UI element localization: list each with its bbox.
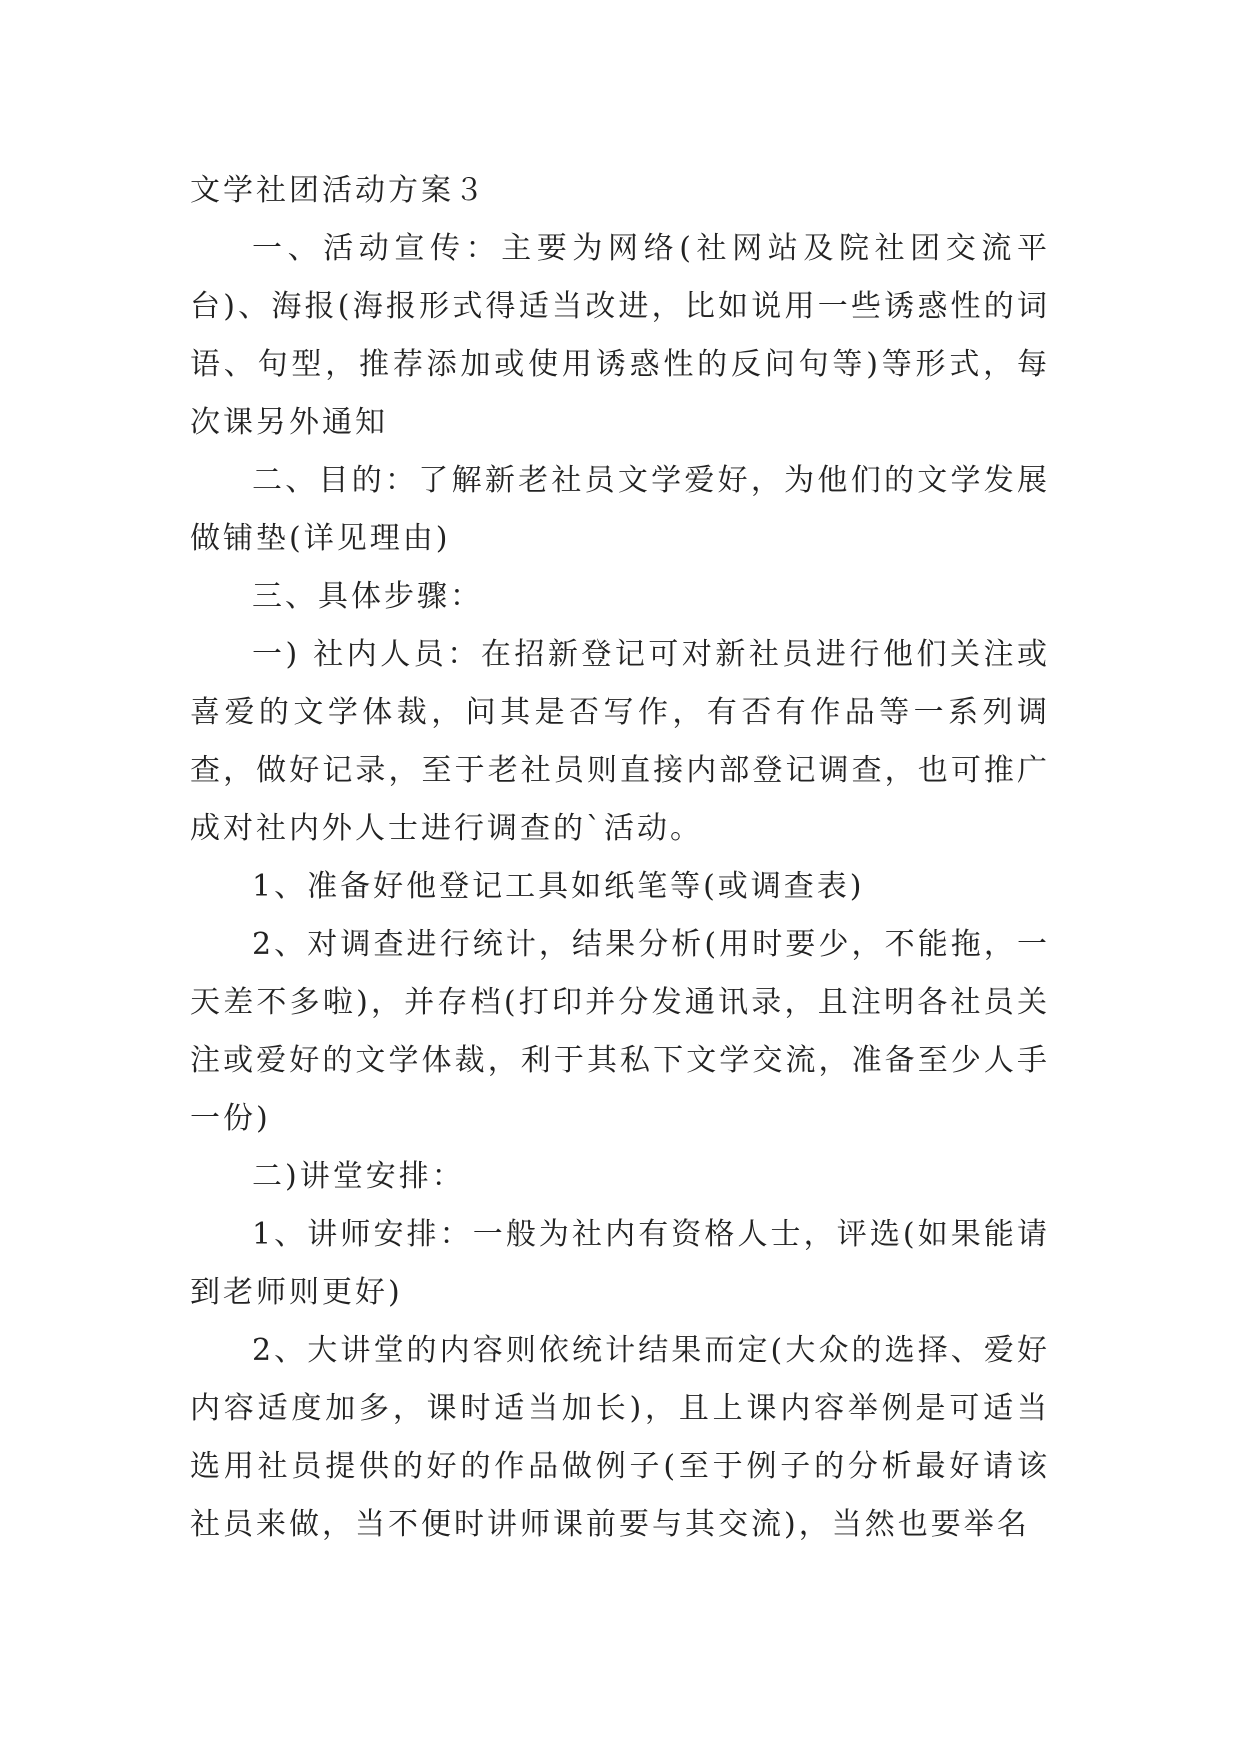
- paragraph-statistics: 2、对调查进行统计，结果分析(用时要少，不能拖，一天差不多啦)，并存档(打印并分发通讯录，且注明各社员关注或爱好的文学体裁，利于其私下文学交流，准备至少人手一份): [190, 927, 1050, 1136]
- paragraph-prepare-tools: 1、准备好他登记工具如纸笔等(或调查表): [252, 869, 865, 904]
- paragraph-publicity: 一、活动宣传：主要为网络(社网站及院社团交流平台)、海报(海报形式得适当改进，比如说用一些诱惑性的词语、句型，推荐添加或使用诱惑性的反问句等)等形式，每次课另外通知: [190, 231, 1050, 440]
- paragraph-steps-heading: 三、具体步骤：: [252, 579, 483, 614]
- document-title: 文学社团活动方案３: [190, 173, 487, 208]
- paragraph-lecture-heading: 二)讲堂安排：: [252, 1159, 465, 1194]
- document-body: [190, 162, 1050, 1554]
- paragraph-lecture-content: 2、大讲堂的内容则依统计结果而定(大众的选择、爱好内容适度加多，课时适当加长)，且上课内容举例是可适当选用社员提供的好的作品做例子(至于例子的分析最好请该社员来做，当不便时讲师课前要与其交流)，当然也要举名: [190, 1333, 1050, 1542]
- paragraph-lecturer: 1、讲师安排：一般为社内有资格人士，评选(如果能请到老师则更好): [190, 1217, 1050, 1310]
- paragraph-internal-members: 一) 社内人员：在招新登记可对新社员进行他们关注或喜爱的文学体裁，问其是否写作，有否有作品等一系列调查，做好记录，至于老社员则直接内部登记调查，也可推广成对社内外人士进行调查的`活动。: [190, 637, 1050, 846]
- paragraph-purpose: 二、目的：了解新老社员文学爱好，为他们的文学发展做铺垫(详见理由): [190, 463, 1050, 556]
